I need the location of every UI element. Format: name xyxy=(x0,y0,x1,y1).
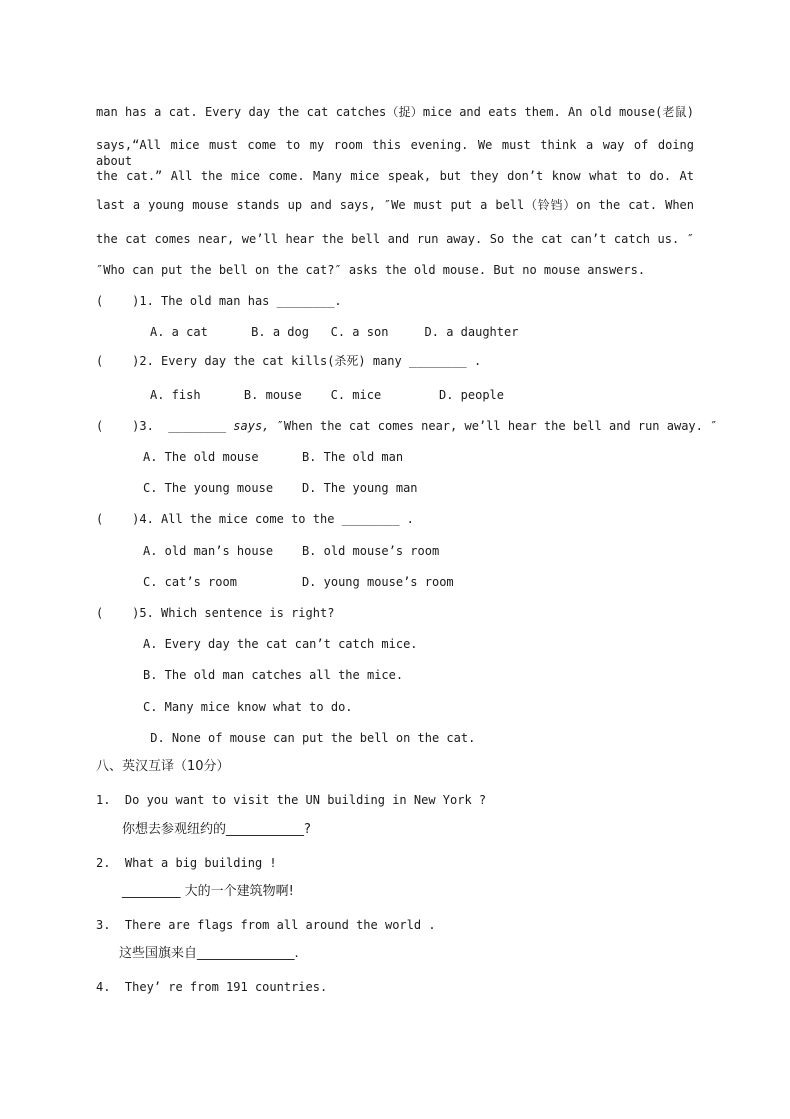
question-3-options-row-1: A. The old mouse B. The old man xyxy=(143,450,404,464)
question-3-stem xyxy=(96,418,717,434)
translation-item-1-en: 1. Do you want to visit the UN building in New York ? xyxy=(96,793,487,807)
question-5-stem: ( )5. Which sentence is right? xyxy=(96,606,335,620)
passage-line: last a young mouse stands up and says, ″We must put a bell（铃铛）on the cat. When xyxy=(96,198,694,212)
translation-item-1-cn: 你想去参观纽约的____________? xyxy=(122,822,311,837)
question-5-option-c: C. Many mice know what to do. xyxy=(143,700,353,714)
question-1-stem: ( )1. The old man has ________. xyxy=(96,294,342,308)
translation-item-2-cn: _________ 大的一个建筑物啊! xyxy=(122,884,294,899)
translation-item-3-en: 3. There are flags from all around the world . xyxy=(96,918,436,932)
question-3-stem-post: ″When the cat comes near, we’ll hear the bell and run away. ″ xyxy=(269,419,718,433)
question-3-stem-pre: ( )3. ________ xyxy=(96,419,234,433)
passage-line: the cat.” All the mice come. Many mice speak, but they don’t know what to do. At xyxy=(96,169,694,183)
question-3-options-row-2: C. The young mouse D. The young man xyxy=(143,481,418,495)
translation-item-4-en: 4. They’ re from 191 countries. xyxy=(96,980,328,994)
question-3-stem-says: says, xyxy=(233,419,270,433)
passage-line: the cat comes near, we’ll hear the bell and run away. So the cat can’t catch us. ″ xyxy=(96,232,694,246)
question-5-option-b: B. The old man catches all the mice. xyxy=(143,668,404,682)
passage-line: ″Who can put the bell on the cat?″ asks the old mouse. But no mouse answers. xyxy=(96,263,646,277)
translation-item-3-cn: 这些国旗来自_______________. xyxy=(119,946,299,961)
question-1-options: A. a cat B. a dog C. a son D. a daughter xyxy=(150,325,519,339)
question-2-stem: ( )2. Every day the cat kills(杀死) many ________ . xyxy=(96,354,482,368)
passage-line: man has a cat. Every day the cat catches（捉）mice and eats them. An old mouse(老鼠) xyxy=(96,105,694,119)
question-4-stem: ( )4. All the mice come to the ________ . xyxy=(96,512,414,526)
question-2-options: A. fish B. mouse C. mice D. people xyxy=(150,388,505,402)
question-5-option-d: D. None of mouse can put the bell on the cat. xyxy=(143,731,476,745)
question-5-option-a: A. Every day the cat can’t catch mice. xyxy=(143,637,418,651)
question-4-options-row-1: A. old man’s house B. old mouse’s room xyxy=(143,544,440,558)
translation-item-2-en: 2. What a big building ! xyxy=(96,856,277,870)
section-8-heading: 八、英汉互译（10分） xyxy=(96,759,230,774)
question-4-options-row-2: C. cat’s room D. young mouse’s room xyxy=(143,575,454,589)
passage-line: says,“All mice must come to my room this evening. We must think a way of doing about xyxy=(96,138,694,168)
